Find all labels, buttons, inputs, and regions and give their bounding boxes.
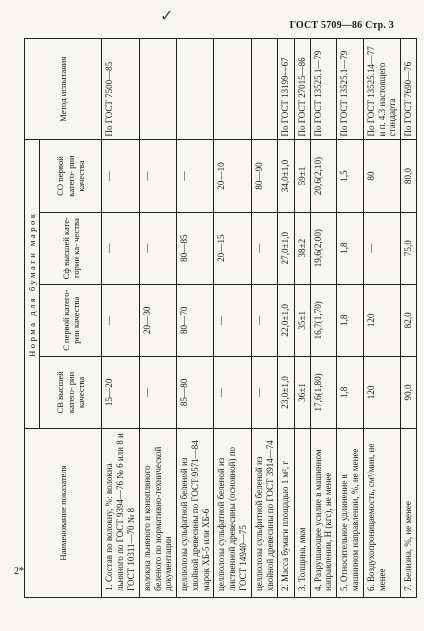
row-name: 5. Относительное удлинение в машинном направлении, %, не менее — [337, 428, 364, 597]
table-row — [310, 39, 337, 598]
row-value: 22,0±1,0 — [278, 284, 294, 356]
row-value: 38±2 — [294, 212, 310, 284]
row-method: По ГОСТ 7690—76 — [401, 39, 417, 140]
row-value: 16,7(1,70) — [310, 284, 337, 356]
table-row — [177, 39, 214, 598]
row-value: — — [251, 212, 278, 284]
row-name: целлюлозы сульфатной беленой из лиственной древесины (основной) по ГОСТ 14940—75 — [214, 428, 251, 597]
row-name: 1. Состав по волокну, %: волокна льняного по ГОСТ 9394—76 № 6 или 8 и ГОСТ 10311—70 № 8 — [102, 428, 139, 597]
row-value: — — [102, 140, 139, 212]
row-value: — — [102, 284, 139, 356]
row-value: — — [177, 140, 214, 212]
row-name: 7. Белизна, %, не менее — [401, 428, 417, 597]
table-row — [102, 39, 139, 598]
row-method — [251, 39, 278, 140]
table-row — [278, 39, 294, 598]
row-value: 59±1 — [294, 140, 310, 212]
norms-table — [24, 38, 417, 598]
row-value: 80,0 — [401, 140, 417, 212]
row-value: — — [214, 356, 251, 428]
header-method: Метод испытания — [25, 39, 102, 140]
row-method: По ГОСТ 13199—67 — [278, 39, 294, 140]
header-col-sf: Сф высшей кате- гории ка- чества — [40, 212, 102, 284]
row-value: 1,8 — [337, 212, 364, 284]
table-row — [251, 39, 278, 598]
table-row — [214, 39, 251, 598]
table-row — [401, 39, 417, 598]
rotated-table-area — [24, 38, 414, 598]
row-method: По ГОСТ 13525.14—77 и п. 4.3 настоящего стандарта — [363, 39, 400, 140]
header-col-s: С первой катего- рии качества — [40, 284, 102, 356]
row-value: — — [251, 356, 278, 428]
row-value: 20,6(2,10) — [310, 140, 337, 212]
row-value: 36±1 — [294, 356, 310, 428]
row-value: 23,0±1,0 — [278, 356, 294, 428]
row-value: 20—15 — [214, 212, 251, 284]
row-value: 20—10 — [214, 140, 251, 212]
row-method: По ГОСТ 13525.1—79 — [310, 39, 337, 140]
row-method: По ГОСТ 7500—85 — [102, 39, 139, 140]
table-row — [294, 39, 310, 598]
handwritten-check-mark: ✓ — [160, 8, 174, 25]
row-name: 6. Воздухопроницаемость, см³/мин, не менее — [363, 428, 400, 597]
table-sheet — [24, 38, 414, 598]
row-method — [177, 39, 214, 140]
page-header: ГОСТ 5709—86 Стр. 3 — [289, 20, 394, 31]
row-name: целлюлозы сульфитной беленой из хвойной древесины по ГОСТ 3914—74 — [251, 428, 278, 597]
row-value: 80—90 — [251, 140, 278, 212]
row-method: По ГОСТ 13525.1—79 — [337, 39, 364, 140]
row-name: целлюлозы сульфатной беленой из хвойной древесины по ГОСТ 9571—84 марок ХБ-5 или ХБ-6 — [177, 428, 214, 597]
row-value: — — [363, 212, 400, 284]
row-value: 34,0±1,0 — [278, 140, 294, 212]
page-number: 2* — [14, 566, 24, 577]
row-value: 17,6(1,80) — [310, 356, 337, 428]
row-value: 1,8 — [337, 356, 364, 428]
header-col-so: СО первой катего- рии качества — [40, 140, 102, 212]
table-row — [363, 39, 400, 598]
row-value: — — [139, 212, 176, 284]
row-value: 1,5 — [337, 140, 364, 212]
row-value: 80—70 — [177, 284, 214, 356]
row-name: волокна льняного и конопляного беленого по нормативно-технической документации — [139, 428, 176, 597]
row-value: 120 — [363, 356, 400, 428]
row-value: 1,8 — [337, 284, 364, 356]
row-value: 19,6(2,00) — [310, 212, 337, 284]
header-name: Наименование показателя — [25, 428, 102, 597]
row-value: 80—85 — [177, 212, 214, 284]
row-method — [214, 39, 251, 140]
row-value: 27,0±1,0 — [278, 212, 294, 284]
header-col-sv: СВ высшей катего- рии качества — [40, 356, 102, 428]
row-value: — — [102, 212, 139, 284]
row-value: — — [214, 284, 251, 356]
row-value: 35±1 — [294, 284, 310, 356]
row-value: 90,0 — [401, 356, 417, 428]
row-value: 20—30 — [139, 284, 176, 356]
row-name: 4. Разрушающее усилие в машинном направлении, Н (кгс), не менее — [310, 428, 337, 597]
row-value: — — [139, 356, 176, 428]
row-value: 15—20 — [102, 356, 139, 428]
row-value: 120 — [363, 284, 400, 356]
row-value: — — [139, 140, 176, 212]
row-value: 85—80 — [177, 356, 214, 428]
table-row — [139, 39, 176, 598]
row-method: По ГОСТ 27015—86 — [294, 39, 310, 140]
row-method — [139, 39, 176, 140]
table-row — [337, 39, 364, 598]
row-name: 2. Масса бумаги площадью 1 м², г — [278, 428, 294, 597]
row-name: 3. Толщина, мкм — [294, 428, 310, 597]
row-value: 75,0 — [401, 212, 417, 284]
row-value: — — [251, 284, 278, 356]
header-norm-group: Норма для бумаги марок — [25, 140, 40, 429]
row-value: 82,0 — [401, 284, 417, 356]
row-value: 80 — [363, 140, 400, 212]
